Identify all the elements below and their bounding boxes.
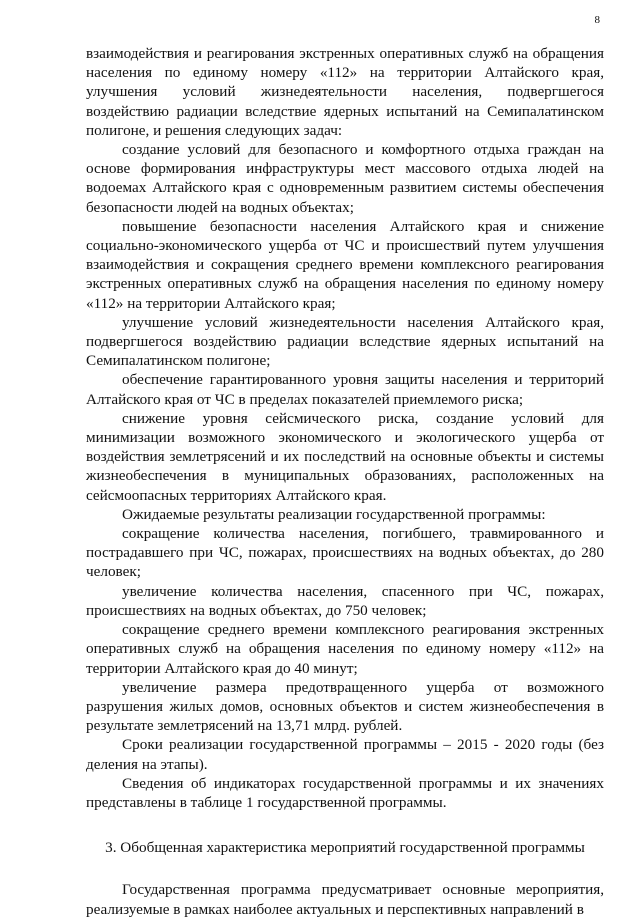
paragraph: Государственная программа предусматривает основные мероприятия, реализуемые в рамках наиболее актуальных и перспективных направлений в xyxy=(86,881,604,918)
document-body xyxy=(86,44,604,919)
section-heading: 3. Обобщенная характеристика мероприятий государственной программы xyxy=(105,839,585,857)
paragraph: улучшение условий жизнедеятельности населения Алтайского края, подвергшегося воздействию радиации вследствие ядерных испытаний на Семипалатинском полигоне; xyxy=(86,313,604,370)
paragraph: Ожидаемые результаты реализации государственной программы: xyxy=(122,505,546,523)
paragraph: снижение уровня сейсмического риска, создание условий для минимизации возможного экономического и экологического ущерба от воздействия землетрясений и их последствий на основные объекты и системы жизнеобеспечения в муниципальных образованиях, расположенных на сейсмоопасных территориях Алтайского края. xyxy=(86,409,604,504)
paragraph: сокращение среднего времени комплексного реагирования экстренных оперативных служб на обращения населения по единому номеру «112» на территории Алтайского края до 40 минут; xyxy=(86,621,604,677)
paragraph: создание условий для безопасного и комфортного отдыха граждан на основе формирования инфраструктуры мест массового отдыха людей на водоемах Алтайского края с одновременным развитием системы обеспечения безопасности людей на водных объектах; xyxy=(86,141,604,216)
paragraph: увеличение размера предотвращенного ущерба от возможного разрушения жилых домов, основных объектов и систем жизнеобеспечения в результате землетрясений на 13,71 млрд. рублей. xyxy=(86,678,604,735)
paragraph: Сроки реализации государственной программы – 2015 - 2020 годы (без деления на этапы). xyxy=(86,736,604,773)
paragraph: сокращение количества населения, погибшего, травмированного и пострадавшего при ЧС, пожарах, происшествиях на водных объектах, до 280 человек; xyxy=(86,525,604,581)
paragraph: взаимодействия и реагирования экстренных оперативных служб на обращения населения по единому номеру «112» на территории Алтайского края, улучшения условий жизнедеятельности населения, подвергшегося воздействию радиации вследствие ядерных испытаний на Семипалатинском полигоне, и решения следующих задач: xyxy=(86,45,604,139)
paragraph: обеспечение гарантированного уровня защиты населения и территорий Алтайского края от ЧС в пределах показателей приемлемого риска; xyxy=(86,371,604,408)
paragraph: повышение безопасности населения Алтайского края и снижение социально-экономического ущерба от ЧС и происшествий путем улучшения взаимодействия и сокращения среднего времени комплексного реагирования экстренных оперативных служб на обращения населения по единому номеру «112» на территории Алтайского края; xyxy=(86,217,604,312)
paragraph: Сведения об индикаторах государственной программы и их значениях представлены в таблице 1 государственной программы. xyxy=(86,774,604,811)
paragraph: увеличение количества населения, спасенного при ЧС, пожарах, происшествиях на водных объектах, до 750 человек; xyxy=(86,582,604,619)
page-number: 8 xyxy=(594,14,600,26)
